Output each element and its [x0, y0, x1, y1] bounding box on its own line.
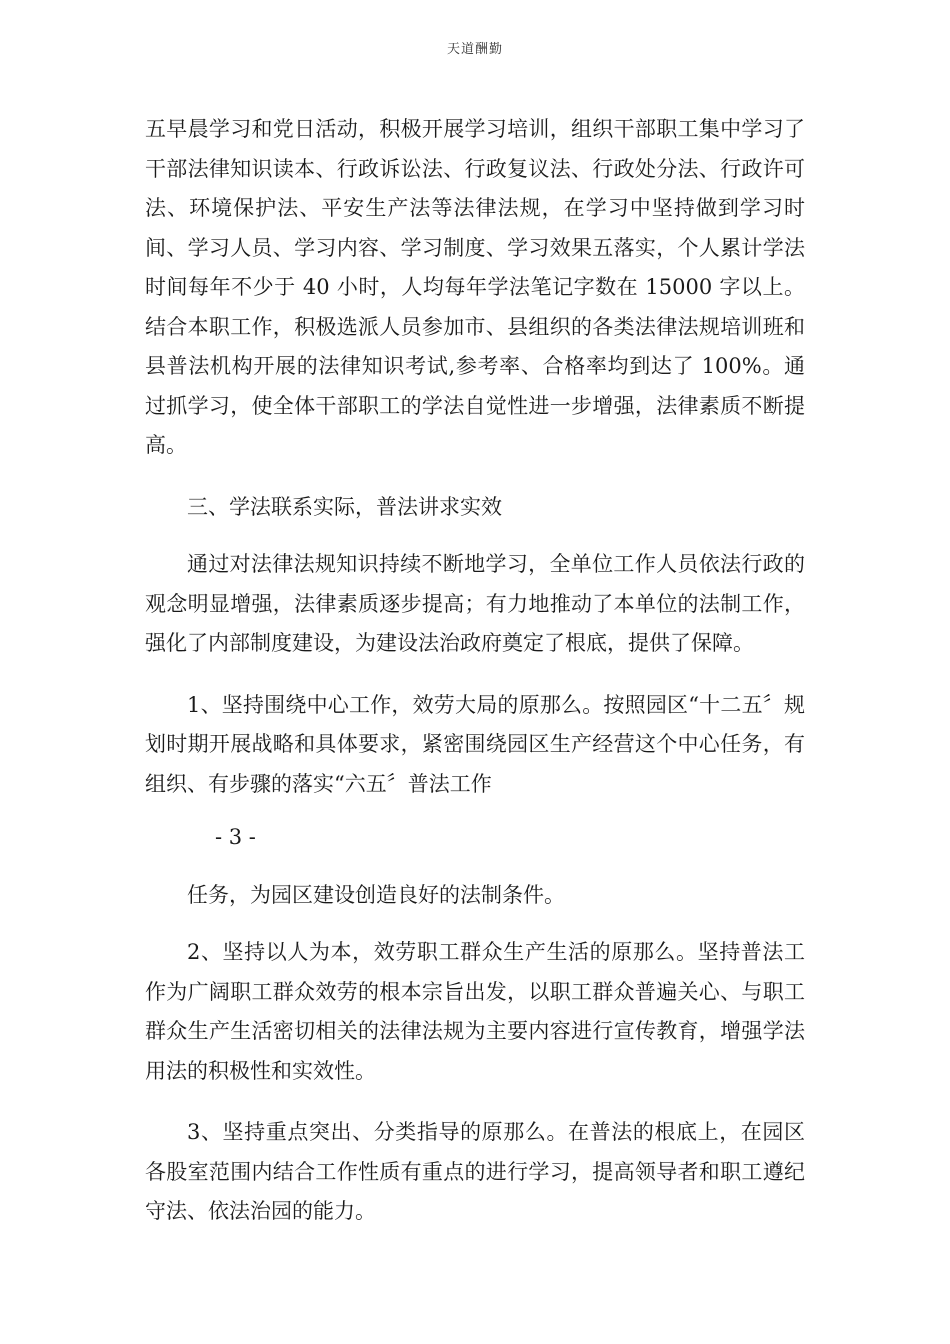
- paragraph-principle-one-continued: 任务，为园区建设创造良好的法制条件。: [187, 882, 565, 907]
- section-heading-three: 三、学法联系实际，普法讲求实效: [187, 494, 502, 519]
- paragraph-results: 通过对法律法规知识持续不断地学习，全单位工作人员依法行政的观念明显增强，法律素质逐步提高；有力地推动了本单位的法制工作，强化了内部制度建设，为建设法治政府奠定了根底，提供了保障。: [145, 552, 805, 655]
- document-body: [145, 110, 805, 1232]
- paragraph-principle-two: 2、坚持以人为本，效劳职工群众生产生活的原那么。坚持普法工作为广阔职工群众效劳的根本宗旨出发，以职工群众普遍关心、与职工群众生产生活密切相关的法律法规为主要内容进行宣传教育，增强学法用法的积极性和实效性。: [145, 940, 805, 1083]
- paragraph-principle-three: 3、坚持重点突出、分类指导的原那么。在普法的根底上，在园区各股室范围内结合工作性质有重点的进行学习，提高领导者和职工遵纪守法、依法治园的能力。: [145, 1120, 805, 1223]
- paragraph-principle-one: 1、坚持围绕中心工作，效劳大局的原那么。按照园区“十二五〞规划时期开展战略和具体要求，紧密围绕园区生产经营这个中心任务，有组织、有步骤的落实“六五〞普法工作: [145, 692, 805, 796]
- page-header: 天道酬勤: [446, 42, 503, 57]
- page-number: - 3 -: [215, 825, 256, 849]
- paragraph-study-training: 五早晨学习和党日活动，积极开展学习培训，组织干部职工集中学习了干部法律知识读本、行政诉讼法、行政复议法、行政处分法、行政许可法、环境保护法、平安生产法等法律法规，在学习中坚持做到学习时间、学习人员、学习内容、学习制度、学习效果五落实，个人累计学法时间每年不少于 40 小时，人均每年学法笔记字数在 15000 字以上。结合本职工作，积极选派人员参加市、县组织的各类法律法规培训班和县普法机构开展的法律知识考试,参考率、合格率均到达了 100%。通过抓学习，使全体干部职工的学法自觉性进一步增强，法律素质不断提高。: [145, 117, 805, 457]
